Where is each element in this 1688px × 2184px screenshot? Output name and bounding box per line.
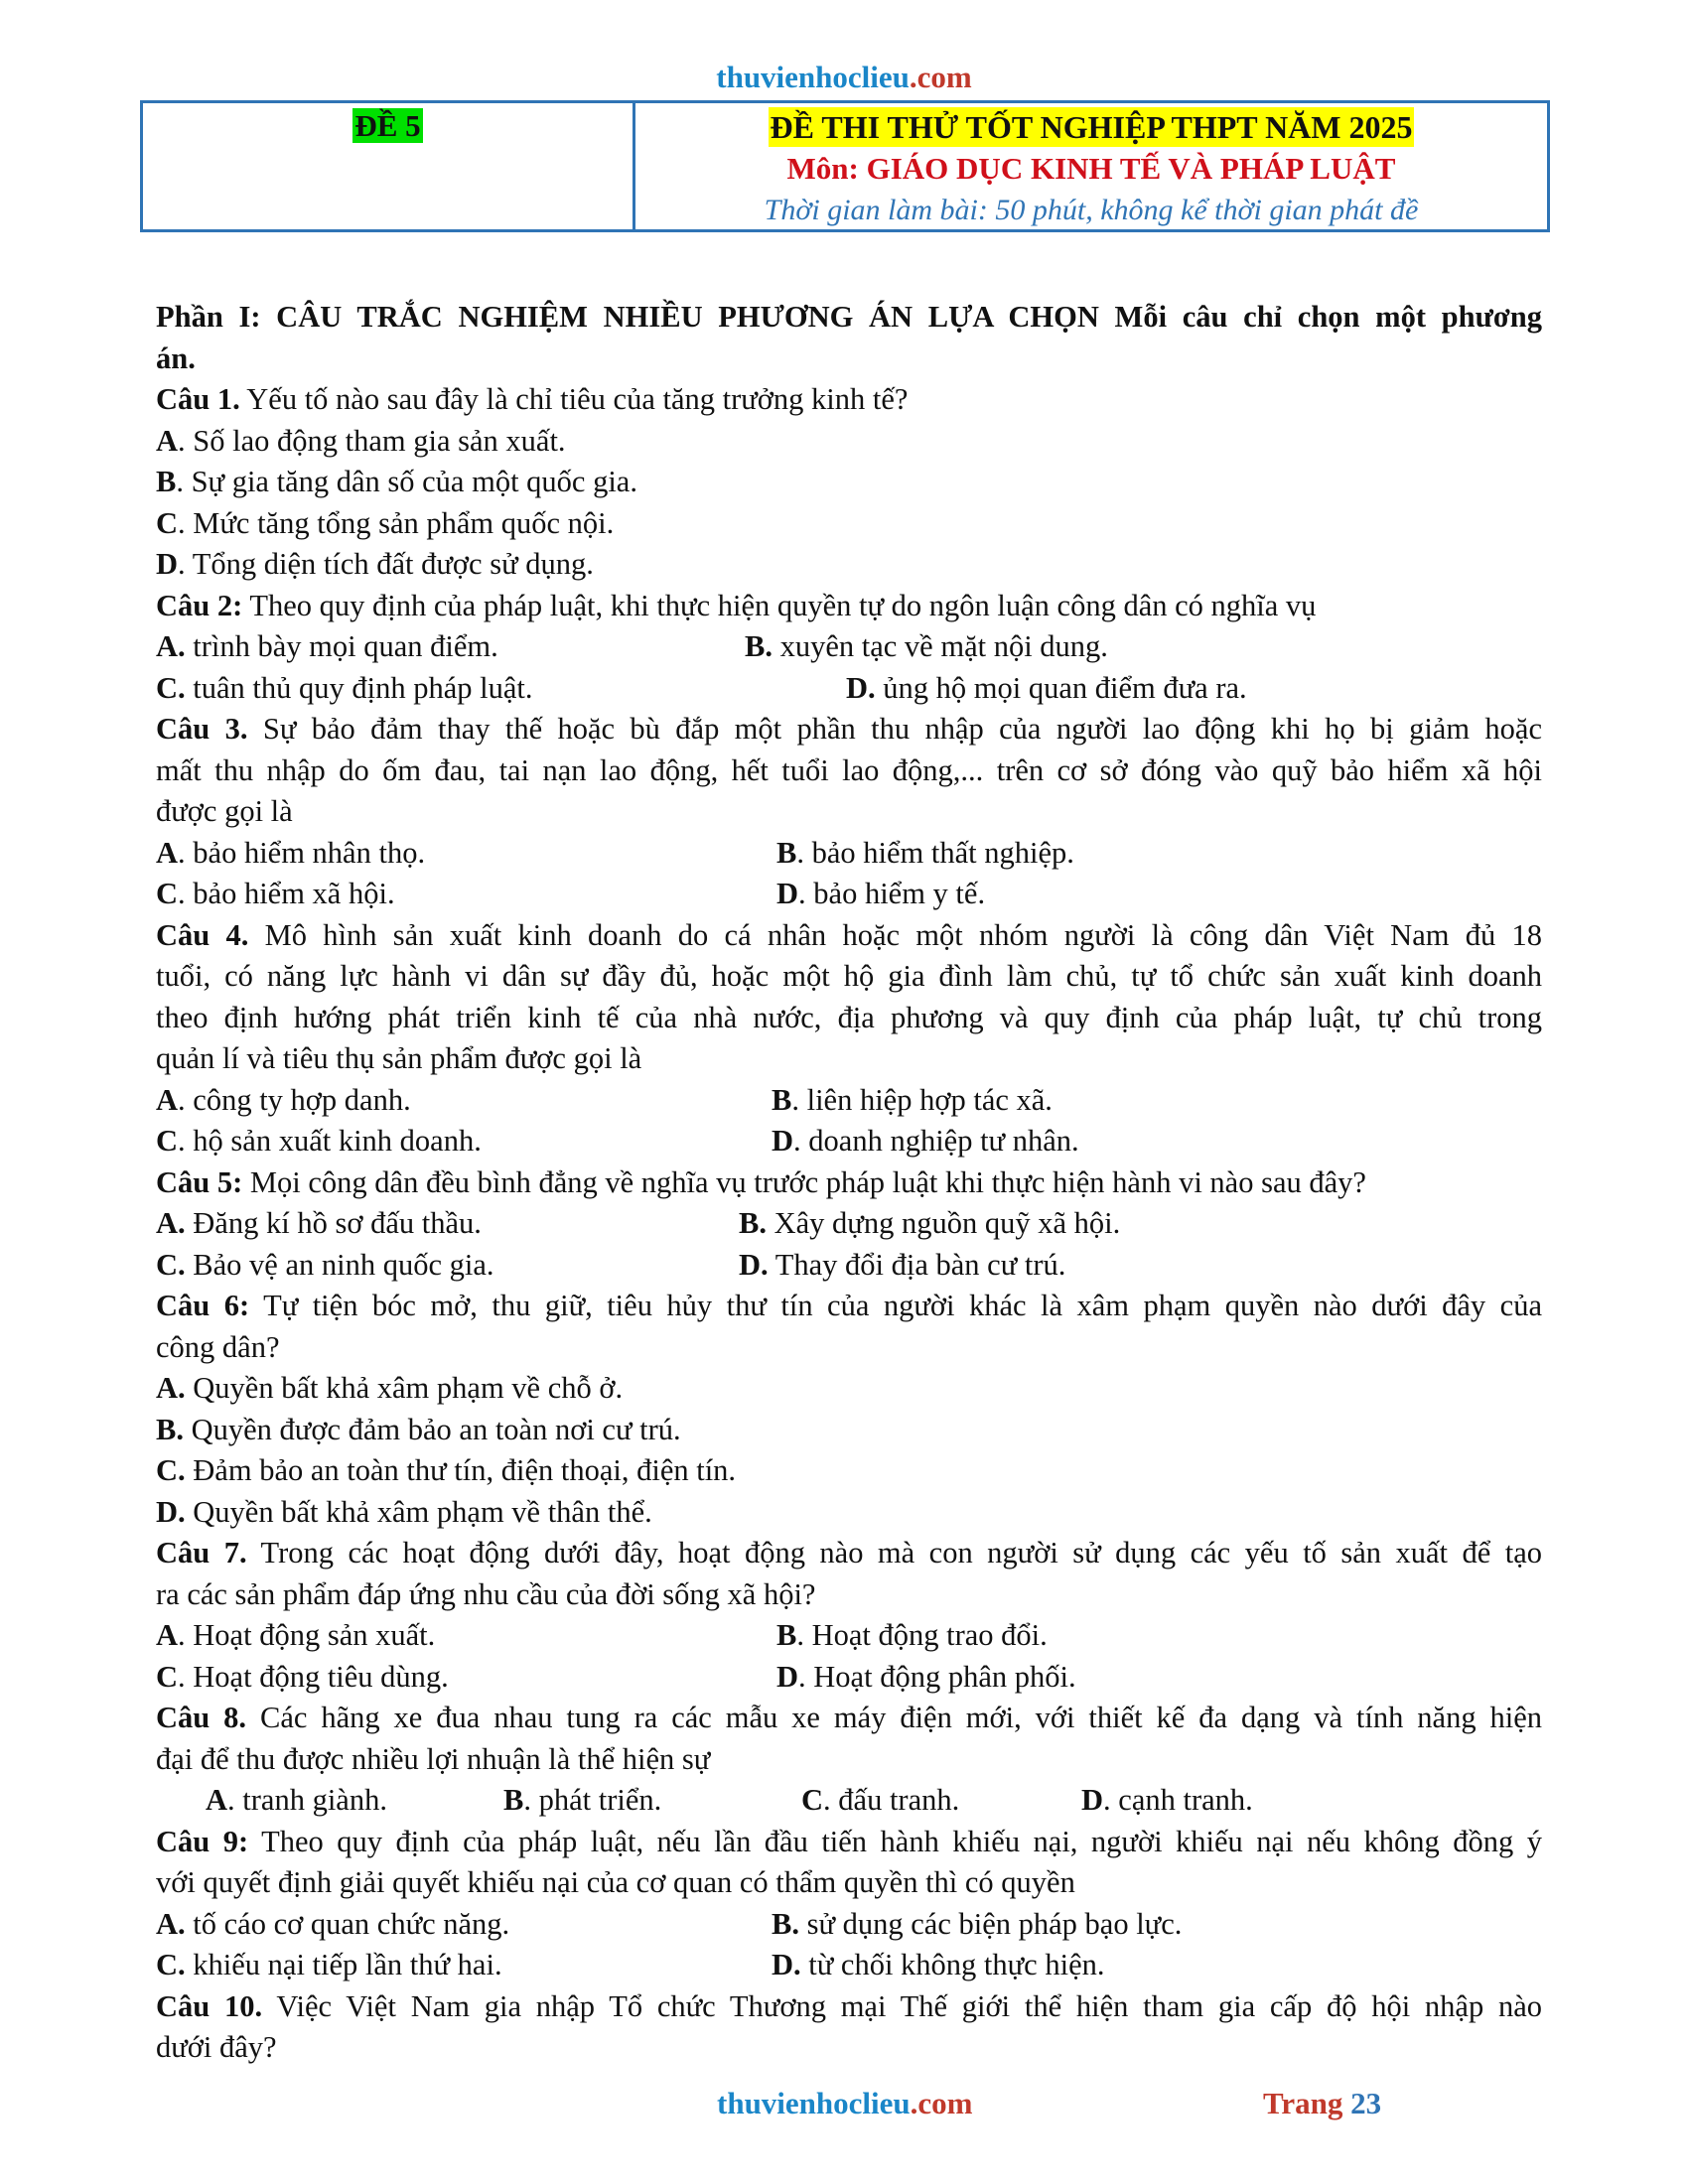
exam-subject: Môn: GIÁO DỤC KINH TẾ VÀ PHÁP LUẬT: [786, 151, 1396, 186]
question-4: [156, 915, 1542, 957]
question-text: Trong các hoạt động dưới đây, hoạt động nào mà con người sử dụng các yếu tố sản xuất để tạo: [260, 1536, 1543, 1570]
question-text-line: được gọi là: [156, 794, 293, 828]
question-label: Câu 10.: [156, 1988, 263, 2023]
question-text: Mô hình sản xuất kinh doanh do cá nhân hoặc một nhóm người là công dân Việt Nam đủ 18: [264, 917, 1542, 952]
question-8: [156, 1698, 1542, 1739]
option-d: D. từ chối không thực hiện.: [772, 1948, 1105, 1981]
options-row: [156, 1904, 1542, 1946]
options-row: [156, 626, 1542, 668]
option-b: B. liên hiệp hợp tác xã.: [772, 1082, 1053, 1117]
question-label: Câu 3.: [156, 712, 248, 746]
option-c: C. bảo hiểm xã hội.: [156, 877, 395, 910]
question-3: [156, 709, 1542, 751]
option-b: B. Hoạt động trao đổi.: [776, 1618, 1048, 1652]
question-label: Câu 9:: [156, 1824, 249, 1858]
question-label: Câu 1.: [156, 382, 240, 416]
option-a: A. trình bày mọi quan điểm.: [156, 629, 498, 663]
site-name: thuvienhoclieu: [716, 60, 910, 94]
option-a: A. bảo hiểm nhân thọ.: [156, 835, 426, 870]
question-label: Câu 6:: [156, 1289, 250, 1322]
question-9: [156, 1822, 1542, 1863]
site-tld: .com: [909, 60, 972, 94]
exam-header-box: [140, 100, 1550, 232]
page-footer: [0, 2086, 1688, 2127]
question-label: Câu 7.: [156, 1536, 247, 1570]
question-text: Sự bảo đảm thay thế hoặc bù đắp một phần thu nhập của người lao động khi họ bị giảm hoặc: [262, 712, 1543, 746]
option-a: A. công ty hợp danh.: [156, 1082, 411, 1117]
question-text-line: với quyết định giải quyết khiếu nại của cơ quan có thẩm quyền thì có quyền: [156, 1865, 1075, 1899]
exam-code-cell: [143, 103, 635, 229]
question-7: [156, 1533, 1542, 1574]
question-label: Câu 2:: [156, 588, 243, 622]
exam-info-cell: [635, 103, 1547, 229]
options-row: [156, 1945, 1542, 1986]
option-c: C. Mức tăng tổng sản phẩm quốc nội.: [156, 505, 615, 540]
question-label: Câu 5:: [156, 1164, 243, 1199]
exam-title: ĐỀ THI THỬ TỐT NGHIỆP THPT NĂM 2025: [770, 109, 1413, 145]
option-a: A. Số lao động tham gia sản xuất.: [156, 423, 566, 458]
question-text-line: đại để thu được nhiều lợi nhuận là thể hiện sự: [156, 1741, 711, 1776]
part-title: Phần I: CÂU TRẮC NGHIỆM NHIỀU PHƯƠNG ÁN LỰA CHỌN Mỗi câu chỉ chọn một phương: [156, 300, 1542, 334]
option-b: B. xuyên tạc về mặt nội dung.: [745, 629, 1108, 663]
question-10: [156, 1986, 1542, 2028]
question-text-line: theo định hướng phát triển kinh tế của nhà nước, địa phương và quy định của pháp luật, tự chủ trong: [156, 1000, 1542, 1034]
options-row: [156, 1657, 1542, 1699]
question-text-line: ra các sản phẩm đáp ứng nhu cầu của đời sống xã hội?: [156, 1576, 816, 1611]
question-1: [156, 379, 1542, 421]
option-d: D. cạnh tranh.: [1081, 1783, 1253, 1817]
page-number: Trang 23: [1263, 2086, 1382, 2120]
option-d: D. ủng hộ mọi quan điểm đưa ra.: [846, 670, 1247, 705]
option-a: A. Quyền bất khả xâm phạm về chỗ ở.: [156, 1371, 624, 1405]
question-2: [156, 586, 1542, 627]
option-c: C. Hoạt động tiêu dùng.: [156, 1659, 449, 1694]
question-text-line: tuổi, có năng lực hành vi dân sự đầy đủ, hoặc một hộ gia đình làm chủ, tự tổ chức sản xuất kinh doanh: [156, 959, 1542, 993]
site-watermark-top: [0, 58, 1688, 97]
option-d: D. Quyền bất khả xâm phạm về thân thể.: [156, 1494, 652, 1529]
options-row: [156, 1245, 1542, 1287]
option-a: A. tố cáo cơ quan chức năng.: [156, 1906, 510, 1941]
question-text: Việc Việt Nam gia nhập Tổ chức Thương mại Thế giới thể hiện tham gia cấp độ hội nhập nào: [276, 1988, 1543, 2023]
question-label: Câu 8.: [156, 1701, 247, 1734]
option-d: D. Thay đổi địa bàn cư trú.: [739, 1247, 1066, 1282]
option-b: B. bảo hiểm thất nghiệp.: [776, 835, 1074, 870]
option-a: A. Đăng kí hồ sơ đấu thầu.: [156, 1206, 482, 1240]
option-b: B. Sự gia tăng dân số của một quốc gia.: [156, 465, 637, 498]
option-c: C. khiếu nại tiếp lần thứ hai.: [156, 1948, 502, 1981]
option-d: D. Tổng diện tích đất được sử dụng.: [156, 547, 594, 581]
site-watermark-bottom: thuvienhoclieu.com: [717, 2086, 973, 2120]
option-b: B. phát triển.: [503, 1783, 662, 1817]
question-text: Yếu tố nào sau đây là chỉ tiêu của tăng trưởng kinh tế?: [246, 382, 909, 416]
exam-content: [156, 297, 1542, 2069]
question-text-line: dưới đây?: [156, 2030, 277, 2064]
exam-time-note: Thời gian làm bài: 50 phút, không kể thời gian phát đề: [764, 194, 1419, 226]
options-row: [156, 668, 1542, 710]
options-row: [156, 1203, 1542, 1245]
exam-code-label: ĐỀ 5: [354, 108, 421, 143]
options-row: [156, 874, 1542, 915]
option-a: A. tranh giành.: [206, 1783, 387, 1817]
option-b: B. sử dụng các biện pháp bạo lực.: [772, 1906, 1183, 1941]
question-text: Theo quy định của pháp luật, khi thực hiện quyền tự do ngôn luận công dân có nghĩa vụ: [249, 588, 1317, 622]
question-label: Câu 4.: [156, 917, 249, 952]
question-text: Theo quy định của pháp luật, nếu lần đầu tiến hành khiếu nại, người khiếu nại nếu không đồng ý: [261, 1824, 1542, 1858]
option-c: C. Đảm bảo an toàn thư tín, điện thoại, điện tín.: [156, 1453, 737, 1487]
question-text-line: công dân?: [156, 1329, 280, 1364]
options-row: [156, 1615, 1542, 1657]
option-c: C. đấu tranh.: [801, 1783, 960, 1817]
question-text-line: mất thu nhập do ốm đau, tai nạn lao động, hết tuổi lao động,... trên cơ sở đóng vào quỹ bảo hiểm xã hội: [156, 752, 1542, 787]
option-b: B. Xây dựng nguồn quỹ xã hội.: [739, 1206, 1121, 1240]
option-d: D. Hoạt động phân phối.: [776, 1659, 1076, 1694]
option-c: C. Bảo vệ an ninh quốc gia.: [156, 1247, 494, 1282]
option-d: D. doanh nghiệp tư nhân.: [772, 1124, 1079, 1158]
question-5: [156, 1162, 1542, 1204]
part-title-cont: án.: [156, 341, 196, 375]
option-c: C. tuân thủ quy định pháp luật.: [156, 670, 533, 705]
options-row: [156, 1080, 1542, 1122]
option-b: B. Quyền được đảm bảo an toàn nơi cư trú.: [156, 1412, 681, 1446]
question-text: Tự tiện bóc mở, thu giữ, tiêu hủy thư tín của người khác là xâm phạm quyền nào dưới đây của: [263, 1289, 1542, 1322]
option-d: D. bảo hiểm y tế.: [776, 877, 986, 910]
option-c: C. hộ sản xuất kinh doanh.: [156, 1124, 482, 1158]
options-row: [156, 833, 1542, 875]
options-row: [156, 1121, 1542, 1162]
question-text: Các hãng xe đua nhau tung ra các mẫu xe máy điện mới, với thiết kế đa dạng và tính năng hiện: [259, 1701, 1543, 1734]
question-6: [156, 1286, 1542, 1327]
option-a: A. Hoạt động sản xuất.: [156, 1618, 436, 1652]
question-text-line: quản lí và tiêu thụ sản phẩm được gọi là: [156, 1041, 642, 1075]
question-text: Mọi công dân đều bình đẳng về nghĩa vụ trước pháp luật khi thực hiện hành vi nào sau đây?: [249, 1164, 1366, 1199]
options-row: [156, 1780, 1542, 1822]
